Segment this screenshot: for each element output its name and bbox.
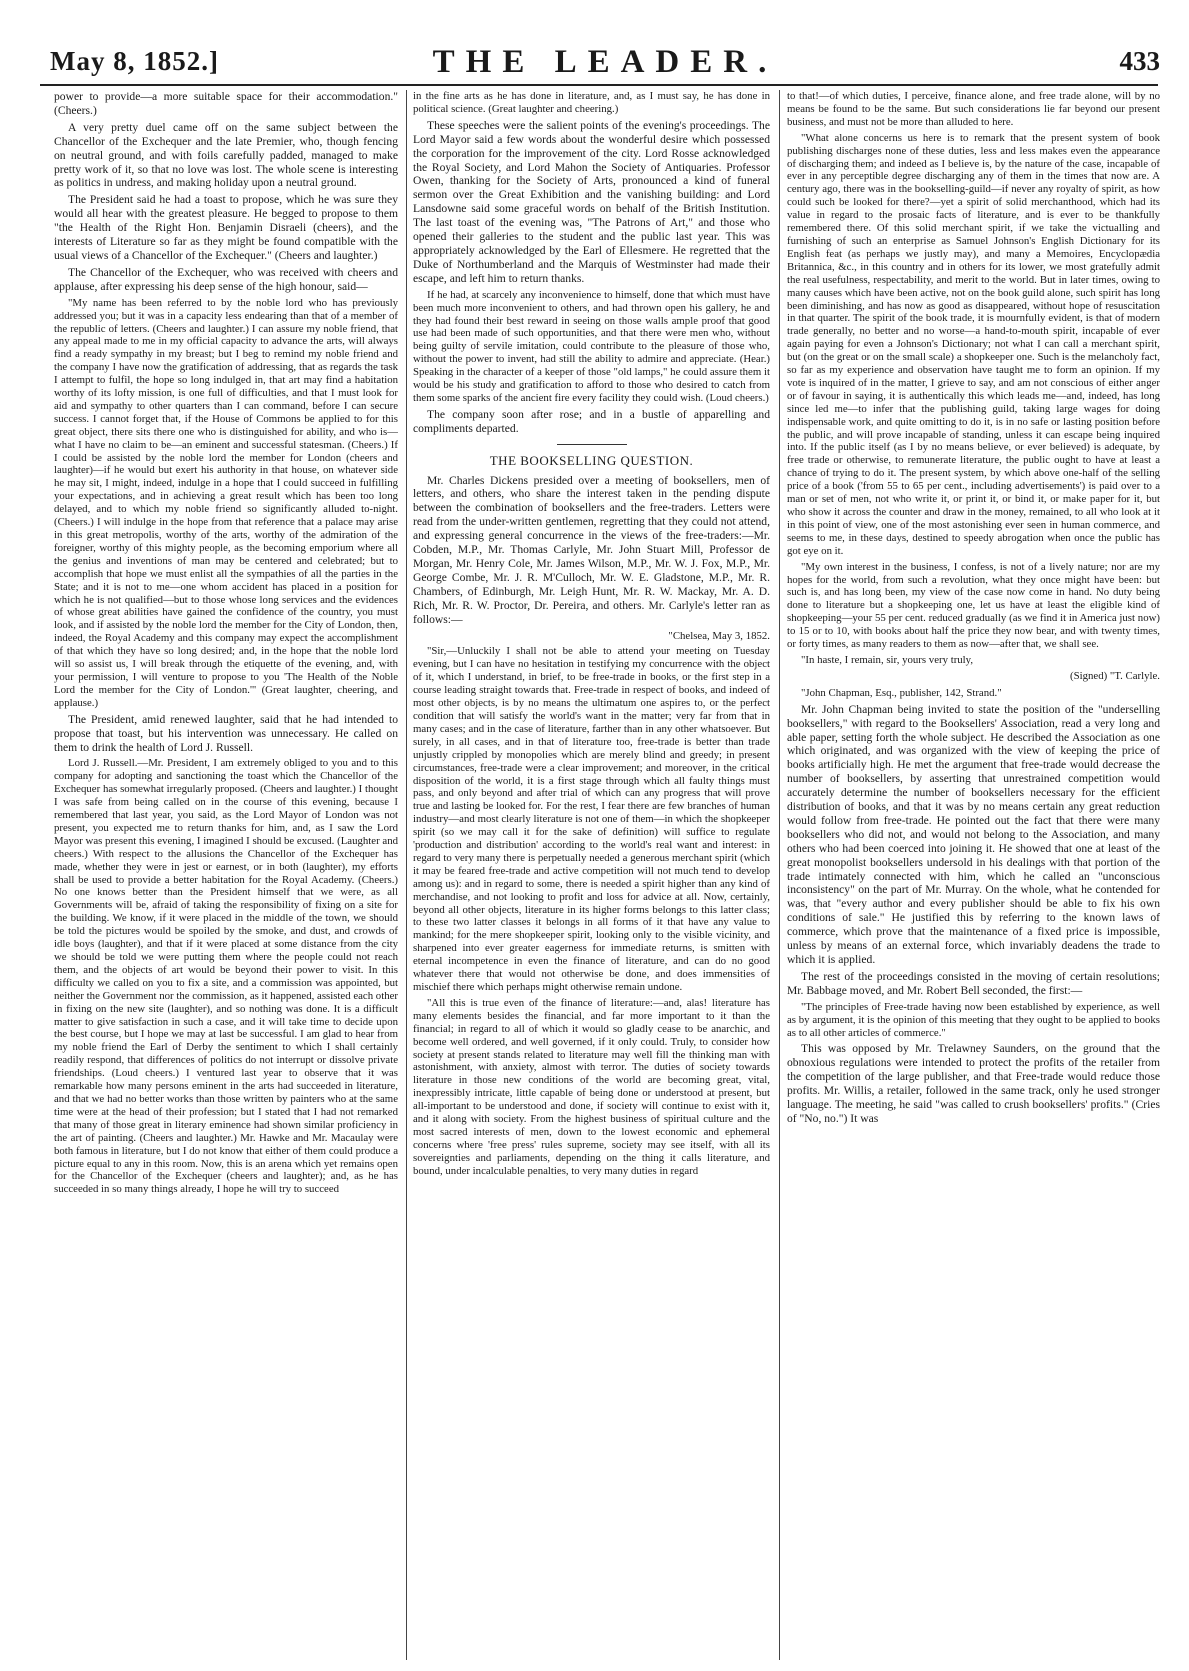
paragraph: The Chancellor of the Exchequer, who was received with cheers and applause, after expressing his deep sense of the high honour, said— [54,265,398,293]
resolution-quote: "The principles of Free-trade having now been established by experience, as well as by argument, it is the opinion of this meeting that they ought to be applied to books as to all other articles of commerce." [787,1000,1160,1039]
newspaper-title: THE LEADER. [432,44,778,80]
masthead-rule [40,84,1158,86]
speech-quote: "My name has been referred to by the noble lord who has previously addressed you; but it was in a capacity less endearing than that of a member of the republic of letters. (Cheers and laughter.) I can assure my noble friend, that any appeal made to me in my official capacity to advance the arts, will always find a ready sympathy in my breast; but I beg to remind my noble friend and the company I have now the gratification of addressing, that as regards the task I attempt to fulfil, the hope so long indulged in, that art may find a habitation worthy of its lofty mission, is one full of difficulties, and that I must look for aid and sympathy to other quarters than I can command, before I can secure success. I cannot forget that, if the House of Commons be applied to for this great object, there sits there one who is distinguished for ability, and who is—what I have no claim to be—an eminent and successful statesman. (Cheers.) If I could be assisted by the noble lord the member for London (cheers and laughter)—if he would but exert his authority in that house, on whatever side he may sit, I might, indeed, indulge in a hope that I could succeed in fulfilling your expectations, and in achieving a great result which has been too long delayed, and to which my noble friend so significantly alluded to-night. (Cheers.) I will indulge in the hope from that reference that a palace may arise in this great metropolis, worthy of the arts, worthy of the admiration of the foreigner, worthy of this mighty people, as the becoming emporium where all the genius and inventions of man may be centered and celebrated; but to accomplish that hope we must enlist all the sympathies of all the parties in the State; and it is not to me—one whom accident has placed in a position for which he is not qualified—but to those whose long services and the evidences of whose great abilities have gained the confidence of the country, you must look, and if assisted by the noble lord the member for the City of London, then, indeed, the Royal Academy and this company may expect the accomplishment of that which they have so long desired; and, in the hope that the noble lord will so assist us, I will break through the etiquette of the evening, and, with your permission, I will venture to propose to you 'The Health of the Noble Lord the member for the City of London.'" (Great laughter, cheering, and applause.) [54,296,398,709]
paragraph: Mr. John Chapman being invited to state the position of the "underselling booksellers," with regard to the Booksellers' Association, read a very long and able paper, setting forth the whole subject. He described the Association as one which originated, and was organized with the view of keeping the price of books artificially high. He met the argument that free-trade would decrease the number of booksellers, by asserting that unrestrained competition would accurately determine the number of booksellers necessary for the efficient distribution of books, and that it was by no means certain any great reduction would follow from free-trade. He pointed out the fact that there were many booksellers who did not, and would not belong to the Association, and many others who had been coerced into joining it. He showed that one at least of the great monopolist booksellers undersold in his dealings with that portion of the trade intimately connected with him, which he called an "unconscious inconsistency" on the part of Mr. Murray. On the whole, what he contended for was, that "every author and every publisher should be able to fix his own conditions of sale." He justified this by referring to the known laws of commerce, which prove that the maintenance of a fixed price is impossible, unless by means of an external force, which invariably deadens the trade to which it is applied. [787,702,1160,966]
speech-quote: Lord J. Russell.—Mr. President, I am extremely obliged to you and to this company for adopting and sanctioning the toast which the Chancellor of the Exchequer has somewhat irregularly proposed. (Cheers and laughter.) I thought I was safe from being called on in the course of this evening, because I remembered that last year, you said, as the Lord Mayor of London was not present, you expected me to return thanks for him, and, as I saw the Lord Mayor was present this evening, I imagined I should be excused. (Laughter and cheers.) With respect to the allusions the Chancellor of the Exchequer has made, whether they were in jest or earnest, or in both (laughter), my efforts shall be used to provide a better habitation for the Royal Academy. (Cheers.) No one knows better than the President himself that we were, as all Governments will be, afraid of taking the responsibility of fixing on a site for the building. We know, if it were placed in the middle of the town, we should be told the pictures would be spoiled by the smoke, and dust, and crowds of idle boys (laughter), and that if it were placed at some distance from the city we should be told we were putting them where the people could not reach them, and the objects of art would be beyond their power to visit. In this difficulty we called on you to fix a site, and a commission was appointed, but neither the Government nor the commission, as it happened, assisted each other in fixing on the new site (laughter), and so nothing was done. It is a difficult matter to give satisfaction in such a case, and it will take time to decide upon the best course, but I hope we may at last be successful. I am glad to hear from my noble friend the Earl of Derby the sentiment to which I shall certainly readily respond, that differences of politics do not interrupt or dissolve private friendships. (Loud cheers.) I ventured last year to observe that it was remarkable how many persons eminent in the arts had succeeded in literature, and that we had no better works than those written by painters who at the same time were at the head of their profession; but I stated that I had not remarked that many of those great in literary eminence had shown similar proficiency in the art of painting. (Cheers and laughter.) Mr. Hawke and Mr. Macaulay were both famous in literature, but I do not know that either of them could produce a picture equal to any in this room. Now, this is an arena which yet remains open for the Chancellor of the Exchequer (cheers and laughter); and, as he has succeeded in so many things already, I hope he will try to succeed [54,757,398,1196]
speech-quote: If he had, at scarcely any inconvenience to himself, done that which must have been much more inconvenient to others, and had thrown open his gallery, he and they had found their best reward in seeing on those walls ample proof that good use had been made of such opportunities, and that there were men who, without being guilty of servile imitation, could contribute to the pleasure of those who, without the power to invent, had still the ability to admire and appreciate. (Hear.) Speaking in the character of a keeper of those "old lamps," he could assure them it would be his study and gratification to afford to those who desired to catch from them some sparks of the ancient fire every facility they could wish. (Loud cheers.) [413,288,770,404]
paragraph: A very pretty duel came off on the same subject between the Chancellor of the Exchequer and the late Premier, who, though fencing on neutral ground, and with foils carefully padded, managed to make pretty work of it, so that no love was lost. The whole scene is interesting as politics in undress, and making holiday upon a neutral ground. [54,120,398,190]
paragraph: The President said he had a toast to propose, which he was sure they would all hear with the greatest pleasure. He begged to propose to them "the Health of the Right Hon. Benjamin Disraeli (cheers), and the interests of Literature so far as they might be found compatible with the usual views of a Chancellor of the Exchequer." (Cheers and laughter.) [54,193,398,262]
column-1 [54,90,398,1660]
letter-signature: (Signed) "T. Carlyle. [1070,669,1160,682]
section-rule [557,444,627,445]
paragraph: This was opposed by Mr. Trelawney Saunders, on the ground that the obnoxious regulations were intended to protect the profits of the retailer from the competition of the large publisher, and that Free-trade would reduce those profits. Mr. Willis, a retailer, followed in the same track, only he used stronger language. The meeting, he said "was called to crush booksellers' profits." (Cries of "No, no.") It was [787,1042,1160,1125]
column-3 [787,90,1160,1660]
letter-closing: "In haste, I remain, sir, yours very truly, [801,653,974,666]
letter-quote: "What alone concerns us here is to remark that the present system of book publishing discharges none of these duties, less and less makes even the appearance of discharging them; and indeed as I believe is, by the nature of the case, incapable of ever in any perceptible degree discharging any of them in the times that now are. A century ago, there was in the bookselling-guild—if never any royalty of spirit, as how could such be looked for there?—yet a spirit of solid merchanthood, which had its value in regard to the prosaic facts of literature, and is ever to be thankfully remembered there. Of this solid merchant spirit, if we take the victualling and furnishing of such an enterprise as Samuel Johnson's English Dictionary for its English feat (as perhaps we justly may), and many a Memoires, Encyclopædia Britannica, &c., in this country and in others for its lower, we most gratefully admit the real usefulness, respectability, and merit to the world. But in later times, owing to many causes which have been active, not on the book guild alone, such spirit has long been diminishing, and has now as good as disappeared, without hope of resuscitation in that quarter. The spirit of the book trade, it is mournfully evident, is that of modern trade generally, no better and no worse—a hand-to-mouth spirit, incapable of ever again paying for even a Johnson's Dictionary; not what I can call a merchant spirit, but (on the great or on the small scale) a shopkeeper one. Such is the melancholy fact, so far as my experience and observation have taught me to form an opinion. If my vote is inquired of in the matter, I grieve to say, and am not conscious of either anger or of favour in saying, it is authentically this which leads me—and, indeed, has long since led me—to infer that the publishing guild, taking large wages for doing indispensable work, and quite omitting to do it, is in no safe or lasting position before the public, and will prove incapable of standing, unless it can escape being inquired into. If the public itself (as I by no means believe, or ever believed) is adequate, by free trade or otherwise, to remunerate literature, the public ought to have at least a chance of trying to do it. The present system, by which above one-half of the selling price of a book ('from 55 to 65 per cent., including advertisements') is paid over to a man or set of men, not who write it, or print it, or bind it, or make paper for it, but who show it across the counter and draw in the money, remained, to all who look at it in this point of view, one of the most astonishing ever seen in human commerce, and seems to me, in these days, destined to speedy abrogation when once the public has got eye on it. [787,131,1160,557]
paragraph: The President, amid renewed laughter, said that he had intended to propose that toast, but his intervention was unnecessary. He called on them to drink the health of Lord J. Russell. [54,712,398,754]
letter-quote: "My own interest in the business, I confess, is not of a lively nature; nor are my hopes for the world, from such a revolution, what they once might have been: but such is, and has long been, my view of the case now come in hand. No duty being done to literature but a shopkeeping one, let us have at least the eligible kind of shopkeeping—your 55 per cent. reduced gradually (as we find it in America just now) to 15 or to 10, with books about half the price they now bear, and with twenty times, or forty times, as many readers to them as now—after that, we shall see. [787,560,1160,651]
paragraph: power to provide—a more suitable space for their accommodation." (Cheers.) [54,90,398,117]
letter-quote: to that!—of which duties, I perceive, finance alone, and free trade alone, will by no means be found to be the same. But such considerations lie far beyond our present business, and must not be more than alluded to here. [787,90,1160,128]
letter-address: "John Chapman, Esq., publisher, 142, Strand." [801,686,1002,699]
column-2 [413,90,770,1660]
page-number: 433 [1119,46,1160,76]
column-divider [779,90,780,1660]
paragraph: Mr. Charles Dickens presided over a meeting of booksellers, men of letters, and others, who share the interest taken in the pending dispute between the combination of booksellers and the free-traders. Letters were read from the under-written gentlemen, regretting that they could not attend, and expressing general concurrence in the views of the free-traders:—Mr. Cobden, M.P., Mr. Thomas Carlyle, Mr. John Stuart Mill, Professor de Morgan, Mr. Henry Cole, Mr. James Wilson, M.P., Mr. W. J. Fox, M.P., Mr. George Combe, Mr. J. R. M'Culloch, Mr. W. E. Gladstone, M.P., Mr. R. Chambers, of Edinburgh, Mr. Leigh Hunt, Mr. R. W. Mackay, Mr. A. D. Rich, Mr. R. W. Proctor, Dr. Pereira, and others. Mr. Carlyle's letter ran as follows:— [413,473,770,626]
letter-quote: "All this is true even of the finance of literature:—and, alas! literature has many elements besides the financial, and far more important to it than the financial; in regard to all of which it would so gladly cease to be anarchic, and become well ordered, and well governed, if it only could. Truly, to consider how society at present stands related to literature may well fill the thinking man with astonishment, with anxiety, almost with terror. The duties of society towards literature in those new conditions of the world are becoming great, vital, inexpressibly intricate, little capable of being done or understood at present, but all-important to be understood and done, if society will continue to exist with it, and it along with society. From the highest business of spiritual culture and the most sacred interests of men, down to the lowest economic and ephemeral concerns where 'free press' rules supreme, society may see itself, with all its sovereignties and parliaments, depending on the thing it calls literature, and bound, under incalculable penalties, to very many duties in regard [413,996,770,1177]
letter-dateline: "Chelsea, May 3, 1852. [668,629,770,642]
paragraph: The rest of the proceedings consisted in the moving of certain resolutions; Mr. Babbage moved, and Mr. Robert Bell seconded, the first:— [787,969,1160,997]
paragraph: The company soon after rose; and in a bustle of apparelling and compliments departed. [413,407,770,435]
column-divider [406,90,407,1660]
masthead [50,44,1160,84]
article-heading: THE BOOKSELLING QUESTION. [489,452,694,468]
issue-date: May 8, 1852.] [50,46,219,76]
letter-quote: "Sir,—Unluckily I shall not be able to attend your meeting on Tuesday evening, but I can have no hesitation in testifying my concurrence with the object of it, which I understand, in brief, to be free-trade in books, or the first step in a course leading straight towards that. Free-trade in respect of books, and indeed of most other objects, is by no means the ultimatum one aspires to, or the perfect condition that will satisfy the world's want in the matter; very far from that in many cases; and in the case of literature, farther than in any other whatsoever. But surely, in all cases, and in that of literature too, free-trade is better than trade unjustly crippled by monopolies which are merely blind and greedy; in present circumstances, free-trade were a clear improvement; and moreover, in the critical disposition of the world, it is a first stage through which all faulty things must pass, and only beyond and after trial of which can any progress that will prove true and lasting be looked for. For the rest, I fear there are few branches of human industry—and most clearly literature is not one of them—in which the shopkeeper spirit (so we may call it for the sake of definition) will suffice to regulate 'production and distribution' according to the world's real want and interest: in regard to very many there is perpetually needed a generous merchant spirit (which it may be feared free-trade and active competition will not much tend to develop among us): and in regard to some, there is needed a spirit higher than any kind of merchandise, and not looking to profit and loss for advice at all. Now, certainly, beyond all other objects, literature in its higher forms belongs to this latter class; to these two latter classes it belongs in all forms of it that have any value to mankind; for the mere shopkeeper spirit, looking only to the visible vicinity, and sharpened into ever greater eagerness for immediate returns, is smitten with eternal incompetence in even the finance of literature, and can do no good whatever there that would not otherwise be done, and does immensities of mischief there which perhaps might otherwise remain undone. [413,645,770,993]
speech-quote: in the fine arts as he has done in literature, and, as I must say, he has done in political science. (Great laughter and cheering.) [413,90,770,115]
paragraph: These speeches were the salient points of the evening's proceedings. The Lord Mayor said a few words about the wonderful desire which possessed the corporation for the improvement of the city. Lord Rosse acknowledged the Royal Society, and Lord Mahon the Society of Antiquaries. Professor Owen, thanking for the Society of Arts, pronounced a kind of funeral sermon over the Great Exhibition and the vanishing building: and Lord Lansdowne said some graceful words on behalf of the British Institution. The last toast of the evening was, "The Patrons of Art," and those who opened their galleries to the student and the public last year. This was appropriately acknowledged by the Earl of Ellesmere. He regretted that the Duke of Northumberland and the Marquis of Westminster had made their escape, and left him to return thanks. [413,118,770,285]
